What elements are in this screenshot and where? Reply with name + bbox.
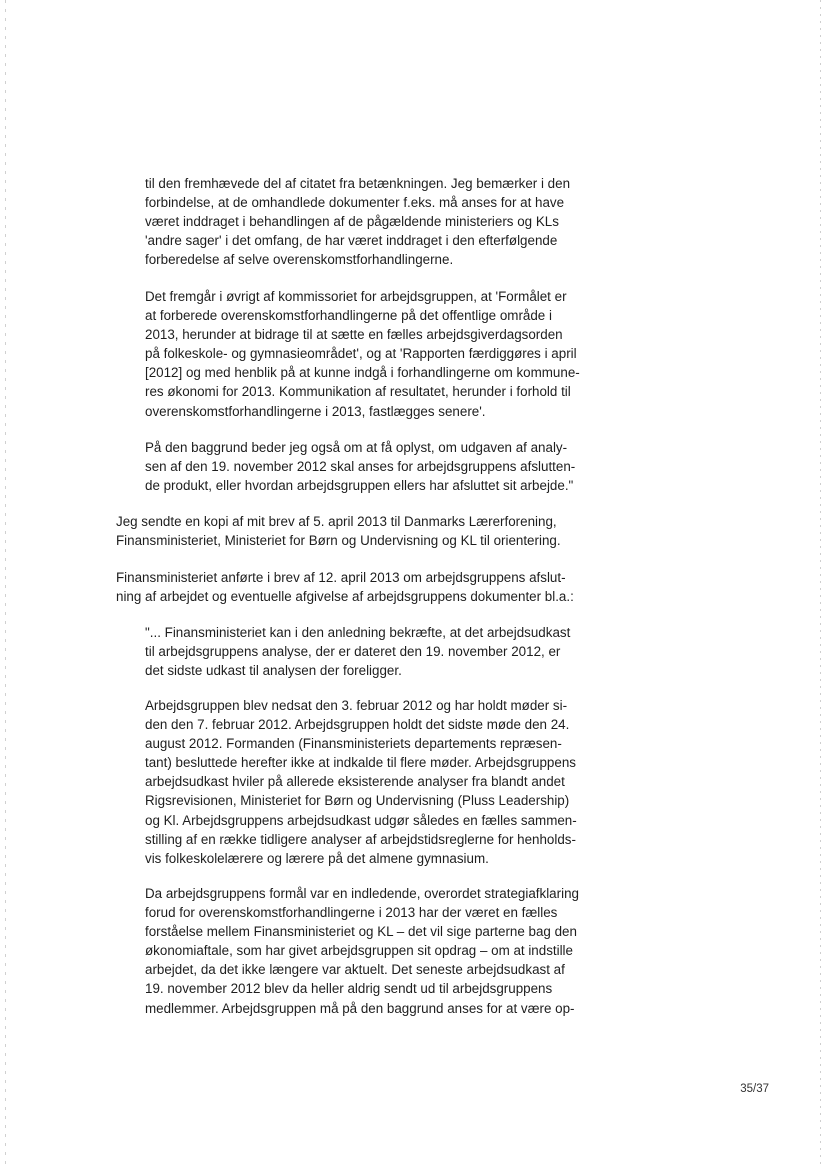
text-line: 'andre sager' i det omfang, de har været inddraget i den efterfølgende: [145, 233, 558, 249]
text-line: de produkt, eller hvordan arbejdsgruppen ellers har afsluttet sit arbejde.": [145, 478, 574, 494]
text-line: 2013, herunder at bidrage til at sætte en fælles arbejdsgiverdagsorden: [145, 327, 563, 343]
text-line: forberedelse af selve overenskomstforhandlingerne.: [145, 252, 454, 268]
text-line: ning af arbejdet og eventuelle afgivelse af arbejdsgruppens dokumenter bl.a.:: [116, 589, 574, 605]
text-line: overenskomstforhandlingerne i 2013, fastlægges senere'.: [145, 403, 486, 419]
quoted-paragraph-3: [145, 438, 585, 495]
body-paragraph-1: [116, 512, 586, 550]
quoted-paragraph-5: [145, 696, 585, 868]
quoted-paragraph-1: [145, 174, 585, 269]
text-line: stilling af en række tidligere analyser af arbejdstidsreglerne for henholds-: [145, 831, 576, 847]
text-line: sen af den 19. november 2012 skal anses for arbejdsgruppens afslutten-: [145, 459, 576, 475]
text-line: På den baggrund beder jeg også om at få oplyst, om udgaven af analy-: [145, 440, 568, 455]
quoted-paragraph-2: [145, 287, 585, 421]
text-line: forud for overenskomstforhandlingerne i 2013 har der været en fælles: [145, 905, 558, 921]
text-line: Finansministeriet, Ministeriet for Børn og Undervisning og KL til orientering.: [116, 533, 561, 549]
text-line: vis folkeskolelærere og lærere på det almene gymnasium.: [145, 850, 489, 866]
scan-edge-left: [5, 0, 6, 1168]
text-line: Arbejdsgruppen blev nedsat den 3. februar 2012 og har holdt møder si-: [145, 698, 568, 713]
text-line: været inddraget i behandlingen af de pågældende ministeriers og KLs: [145, 214, 559, 230]
body-paragraph-2: [116, 568, 586, 606]
text-line: den den 7. februar 2012. Arbejdsgruppen holdt det sidste møde den 24.: [145, 717, 570, 733]
text-line: Det fremgår i øvrigt af kommissoriet for arbejdsgruppen, at 'Formålet er: [145, 289, 567, 304]
text-line: Da arbejdsgruppens formål var en indledende, overordet strategiafklaring: [145, 886, 579, 901]
text-line: at forberede overenskomstforhandlingerne på det offentlige område i: [145, 308, 552, 324]
scan-edge-right: [820, 0, 821, 1168]
text-line: og Kl. Arbejdsgruppens arbejdsudkast udgør således en fælles sammen-: [145, 812, 577, 828]
text-line: arbejdsudkast hviler på allerede eksisterende analyser fra blandt andet: [145, 774, 565, 790]
text-line: Rigsrevisionen, Ministeriet for Børn og Undervisning (Pluss Leadership): [145, 793, 570, 809]
text-line: forbindelse, at de omhandlede dokumenter f.eks. må anses for at have: [145, 195, 565, 211]
text-line: medlemmer. Arbejdsgruppen må på den baggrund anses for at være op-: [145, 1000, 575, 1016]
quoted-paragraph-6: [145, 884, 585, 1018]
text-line: arbejdet, da det ikke længere var aktuelt. Det seneste arbejdsudkast af: [145, 962, 565, 978]
text-line: til den fremhævede del af citatet fra betænkningen. Jeg bemærker i den: [145, 176, 571, 191]
quoted-paragraph-4: [145, 623, 585, 680]
text-line: økonomiaftale, som har givet arbejdsgruppen sit opdrag – om at indstille: [145, 943, 573, 959]
text-line: forståelse mellem Finansministeriet og KL – det vil sige parterne bag den: [145, 924, 577, 940]
text-line: det sidste udkast til analysen der foreligger.: [145, 663, 402, 679]
text-line: tant) besluttede herefter ikke at indkalde til flere møder. Arbejdsgruppens: [145, 755, 576, 771]
text-line: 19. november 2012 blev da heller aldrig sendt ud til arbejdsgruppens: [145, 981, 553, 997]
text-line: august 2012. Formanden (Finansministeriets departements repræsen-: [145, 736, 562, 752]
page-number: 35/37: [740, 1083, 769, 1095]
text-line: Finansministeriet anførte i brev af 12. april 2013 om arbejdsgruppens afslut-: [116, 570, 566, 585]
text-line: "... Finansministeriet kan i den anledning bekræfte, at det arbejdsudkast: [145, 625, 571, 640]
text-line: res økonomi for 2013. Kommunikation af resultatet, herunder i forhold til: [145, 384, 571, 400]
text-line: til arbejdsgruppens analyse, der er dateret den 19. november 2012, er: [145, 644, 561, 660]
text-line: Jeg sendte en kopi af mit brev af 5. april 2013 til Danmarks Lærerforening,: [116, 514, 557, 529]
text-line: [2012] og med henblik på at kunne indgå i forhandlingerne om kommune-: [145, 365, 580, 381]
text-line: på folkeskole- og gymnasieområdet', og at 'Rapporten færdiggøres i april: [145, 346, 577, 362]
